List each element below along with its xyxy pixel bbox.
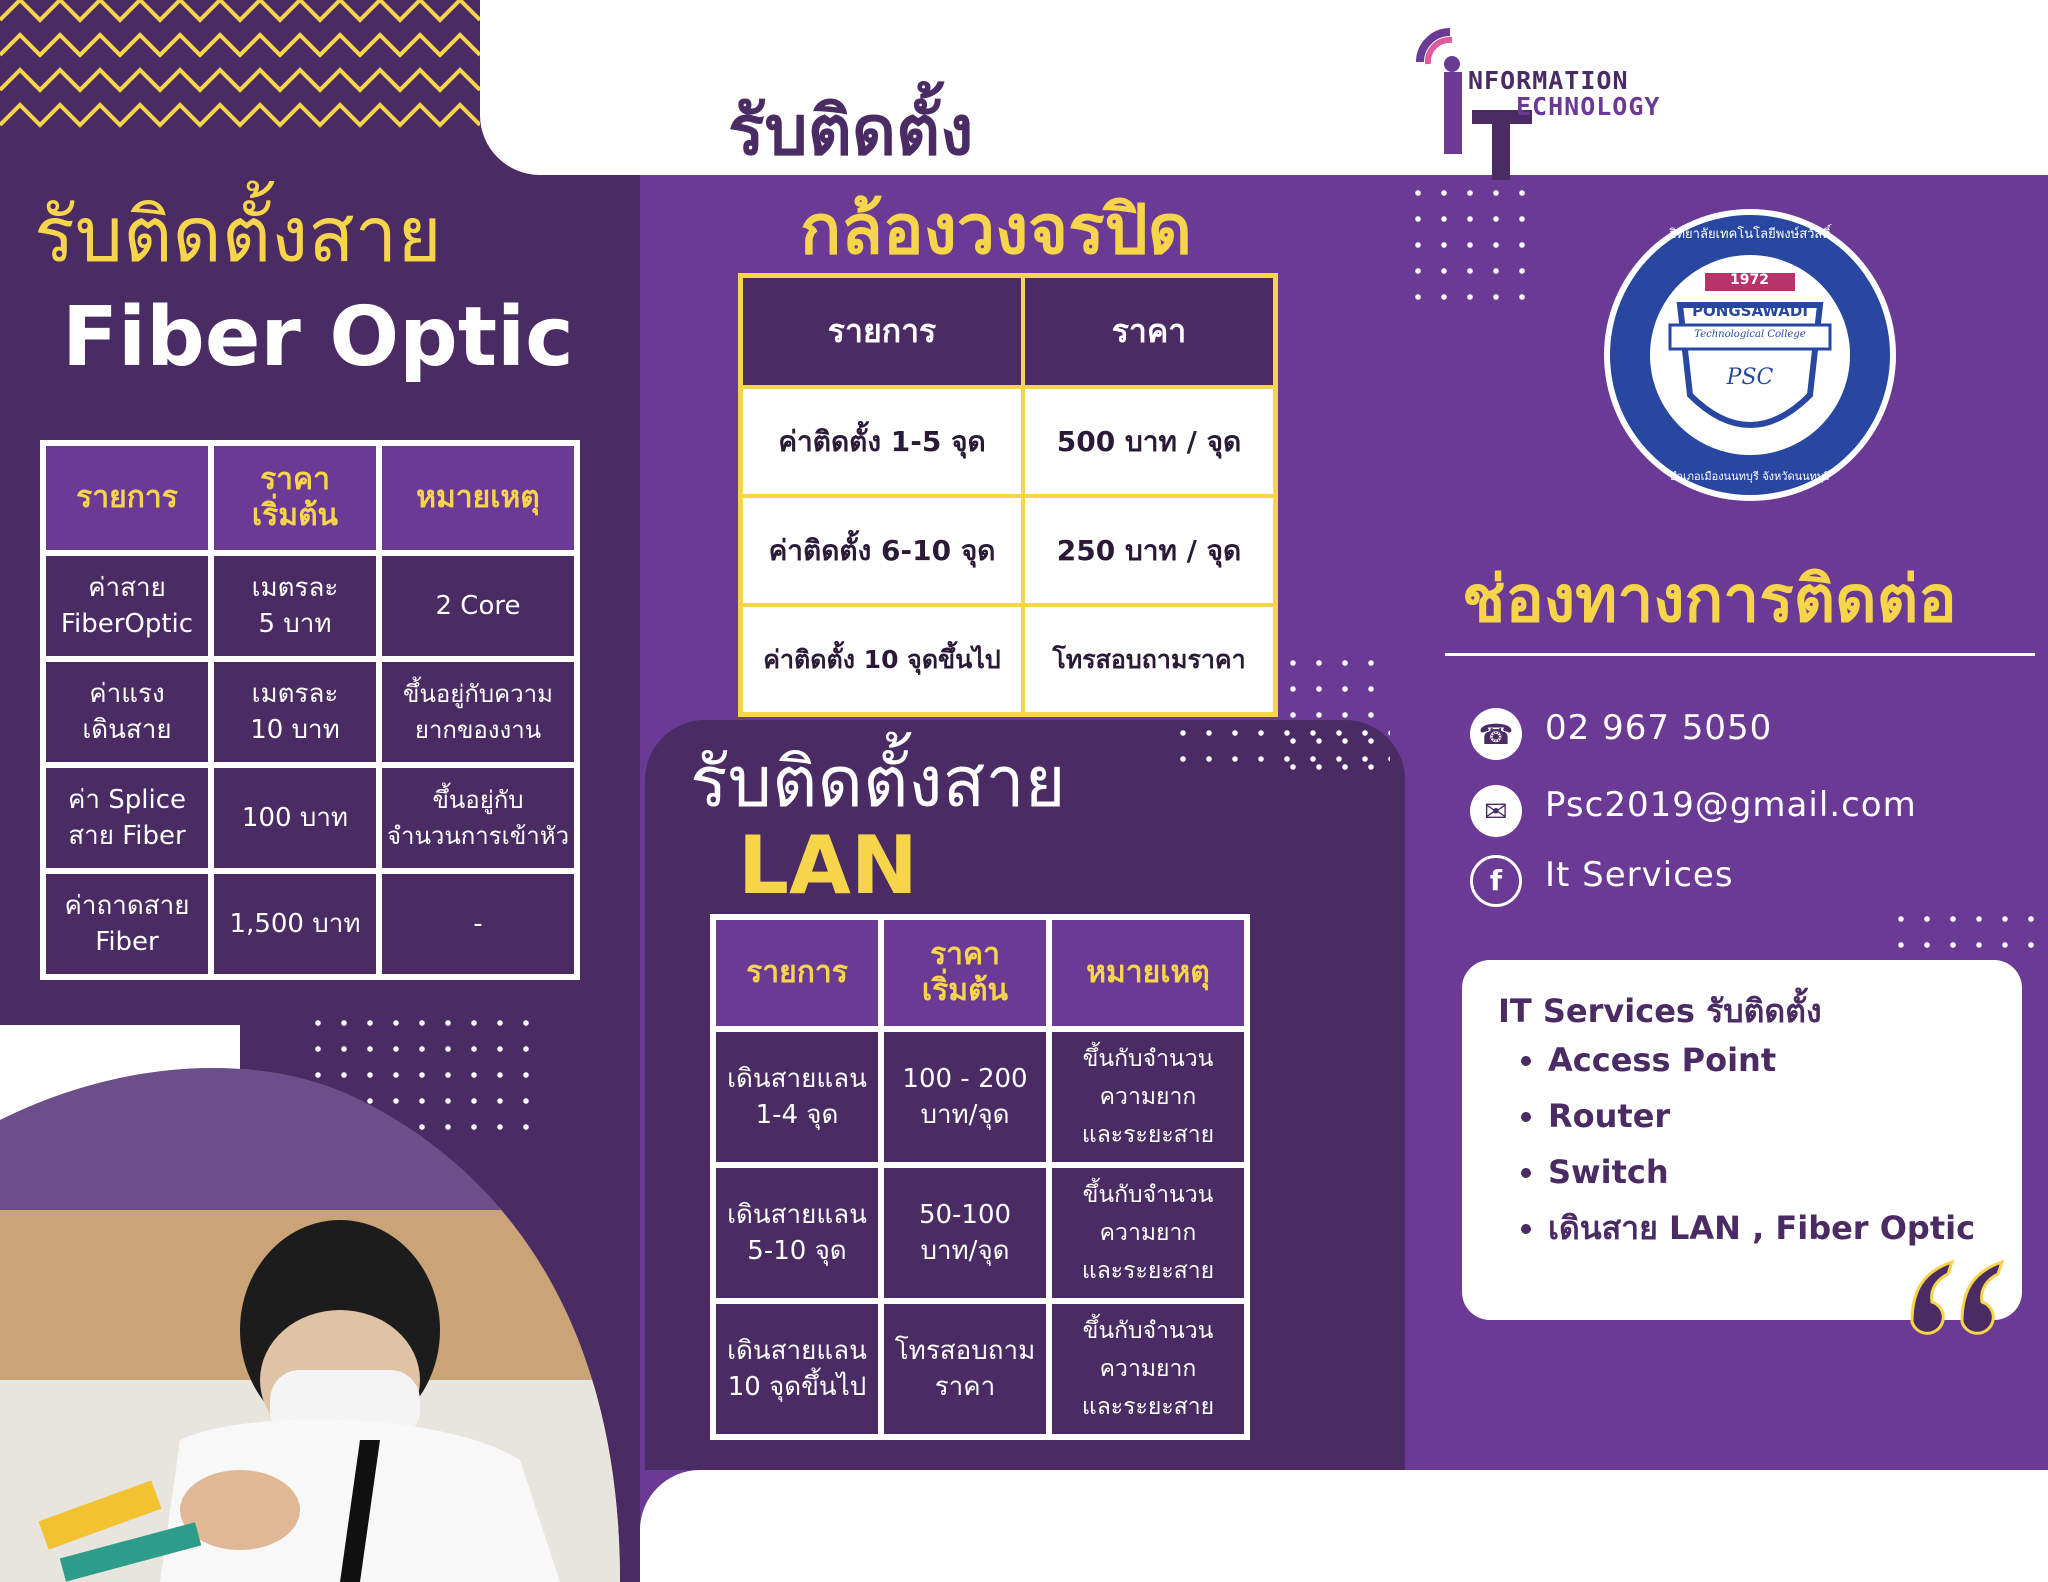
seal-subtitle: Technological College bbox=[1694, 329, 1806, 340]
services-list bbox=[1492, 1042, 1975, 1266]
fiber-header-price: ราคา เริ่มต้น bbox=[214, 446, 376, 550]
lan-price-table bbox=[710, 914, 1250, 1440]
service-item: • เดินสาย LAN , Fiber Optic bbox=[1548, 1210, 1975, 1246]
college-seal bbox=[1600, 205, 1900, 505]
contact-facebook[interactable]: It Services bbox=[1545, 855, 1734, 895]
lan-cell: โทรสอบถาม ราคา bbox=[884, 1304, 1046, 1434]
zigzag-pattern bbox=[0, 0, 480, 150]
lan-cell: เดินสายแลน 5-10 จุด bbox=[716, 1168, 878, 1298]
fiber-cell: 1,500 บาท bbox=[214, 874, 376, 974]
phone-icon: ☎ bbox=[1470, 708, 1522, 760]
cctv-cell: ค่าติดตั้ง 6-10 จุด bbox=[741, 496, 1024, 605]
fiber-cell: ค่าแรง เดินสาย bbox=[46, 662, 208, 762]
lan-cell: 50-100 บาท/จุด bbox=[884, 1168, 1046, 1298]
lan-cell: ขึ้นกับจำนวน ความยาก และระยะสาย bbox=[1052, 1168, 1244, 1298]
seal-year: 1972 bbox=[1730, 272, 1769, 288]
lan-cell: 100 - 200 บาท/จุด bbox=[884, 1032, 1046, 1162]
fiber-cell: - bbox=[382, 874, 574, 974]
fiber-cell: ค่า Splice สาย Fiber bbox=[46, 768, 208, 868]
lan-cell: ขึ้นกับจำนวน ความยาก และระยะสาย bbox=[1052, 1304, 1244, 1434]
seal-monogram: PSC bbox=[1726, 365, 1774, 390]
lan-header-item: รายการ bbox=[716, 920, 878, 1026]
fiber-price-table bbox=[40, 440, 580, 980]
cctv-cell: โทรสอบถามราคา bbox=[1023, 605, 1276, 715]
service-item: • Access Point bbox=[1548, 1042, 1975, 1078]
fiber-cell: ขึ้นอยู่กับความ ยากของงาน bbox=[382, 662, 574, 762]
contact-divider bbox=[1445, 653, 2035, 656]
contact-phone[interactable]: 02 967 5050 bbox=[1545, 708, 1773, 748]
it-logo bbox=[1410, 22, 1670, 162]
seal-arc-top: วิทยาลัยเทคโนโลยีพงษ์สวัสดิ์ bbox=[1669, 227, 1831, 242]
cctv-cell: 250 บาท / จุด bbox=[1023, 496, 1276, 605]
bottom-banner bbox=[640, 1470, 2048, 1582]
service-item: • Switch bbox=[1548, 1154, 1975, 1190]
top-banner bbox=[480, 0, 2048, 175]
cctv-title: กล้องวงจรปิด bbox=[800, 191, 1192, 270]
college-seal-emblem bbox=[1600, 205, 1900, 505]
mail-icon: ✉ bbox=[1470, 785, 1522, 837]
lan-title-en: LAN bbox=[738, 819, 918, 912]
lan-header-note: หมายเหตุ bbox=[1052, 920, 1244, 1026]
cctv-cell: ค่าติดตั้ง 1-5 จุด bbox=[741, 387, 1024, 496]
lan-cell: เดินสายแลน 10 จุดขึ้นไป bbox=[716, 1304, 878, 1434]
quote-icon bbox=[1902, 1252, 2012, 1342]
dot-pattern bbox=[1405, 180, 1525, 300]
cctv-header-item: รายการ bbox=[741, 276, 1024, 388]
fiber-cell: 2 Core bbox=[382, 556, 574, 656]
fiber-title-thai: รับติดตั้งสาย bbox=[34, 190, 442, 279]
lan-title-thai: รับติดตั้งสาย bbox=[690, 741, 1066, 823]
contact-title: ช่องทางการติดต่อ bbox=[1462, 563, 1957, 637]
cctv-header-price: ราคา bbox=[1023, 276, 1276, 388]
fiber-cell: 100 บาท bbox=[214, 768, 376, 868]
logo-line-technology: ECHNOLOGY bbox=[1516, 92, 1661, 121]
cctv-cell: ค่าติดตั้ง 10 จุดขึ้นไป bbox=[741, 605, 1024, 715]
fiber-cell: เมตรละ 10 บาท bbox=[214, 662, 376, 762]
fiber-cell: ค่าสาย FiberOptic bbox=[46, 556, 208, 656]
logo-letter-i bbox=[1444, 72, 1462, 154]
service-item: • Router bbox=[1548, 1098, 1975, 1134]
fiber-cell: ขึ้นอยู่กับ จำนวนการเข้าหัว bbox=[382, 768, 574, 868]
fiber-header-item: รายการ bbox=[46, 446, 208, 550]
lan-cell: เดินสายแลน 1-4 จุด bbox=[716, 1032, 878, 1162]
services-box bbox=[1462, 960, 2022, 1320]
fiber-cell: ค่าถาดสาย Fiber bbox=[46, 874, 208, 974]
dot-pattern bbox=[1170, 720, 1390, 780]
fiber-title-en: Fiber Optic bbox=[62, 290, 574, 385]
fiber-cell: เมตรละ 5 บาท bbox=[214, 556, 376, 656]
lan-header-price: ราคา เริ่มต้น bbox=[884, 920, 1046, 1026]
services-title: IT Services รับติดตั้ง bbox=[1498, 992, 1822, 1030]
facebook-icon: f bbox=[1470, 855, 1522, 907]
technician-photo bbox=[0, 1060, 640, 1582]
dot-pattern bbox=[1888, 906, 2038, 966]
cctv-price-table bbox=[738, 273, 1278, 717]
seal-name: PONGSAWADI bbox=[1692, 302, 1808, 320]
lan-cell: ขึ้นกับจำนวน ความยาก และระยะสาย bbox=[1052, 1032, 1244, 1162]
install-heading: รับติดตั้ง bbox=[728, 92, 974, 171]
fiber-header-note: หมายเหตุ bbox=[382, 446, 574, 550]
logo-letter-t-stem bbox=[1492, 110, 1510, 180]
logo-line-information: NFORMATION bbox=[1468, 66, 1629, 95]
contact-email[interactable]: Psc2019@gmail.com bbox=[1545, 785, 1917, 825]
seal-arc-bottom: อำเภอเมืองนนทบุรี จังหวัดนนทบุรี bbox=[1670, 470, 1830, 483]
cctv-cell: 500 บาท / จุด bbox=[1023, 387, 1276, 496]
